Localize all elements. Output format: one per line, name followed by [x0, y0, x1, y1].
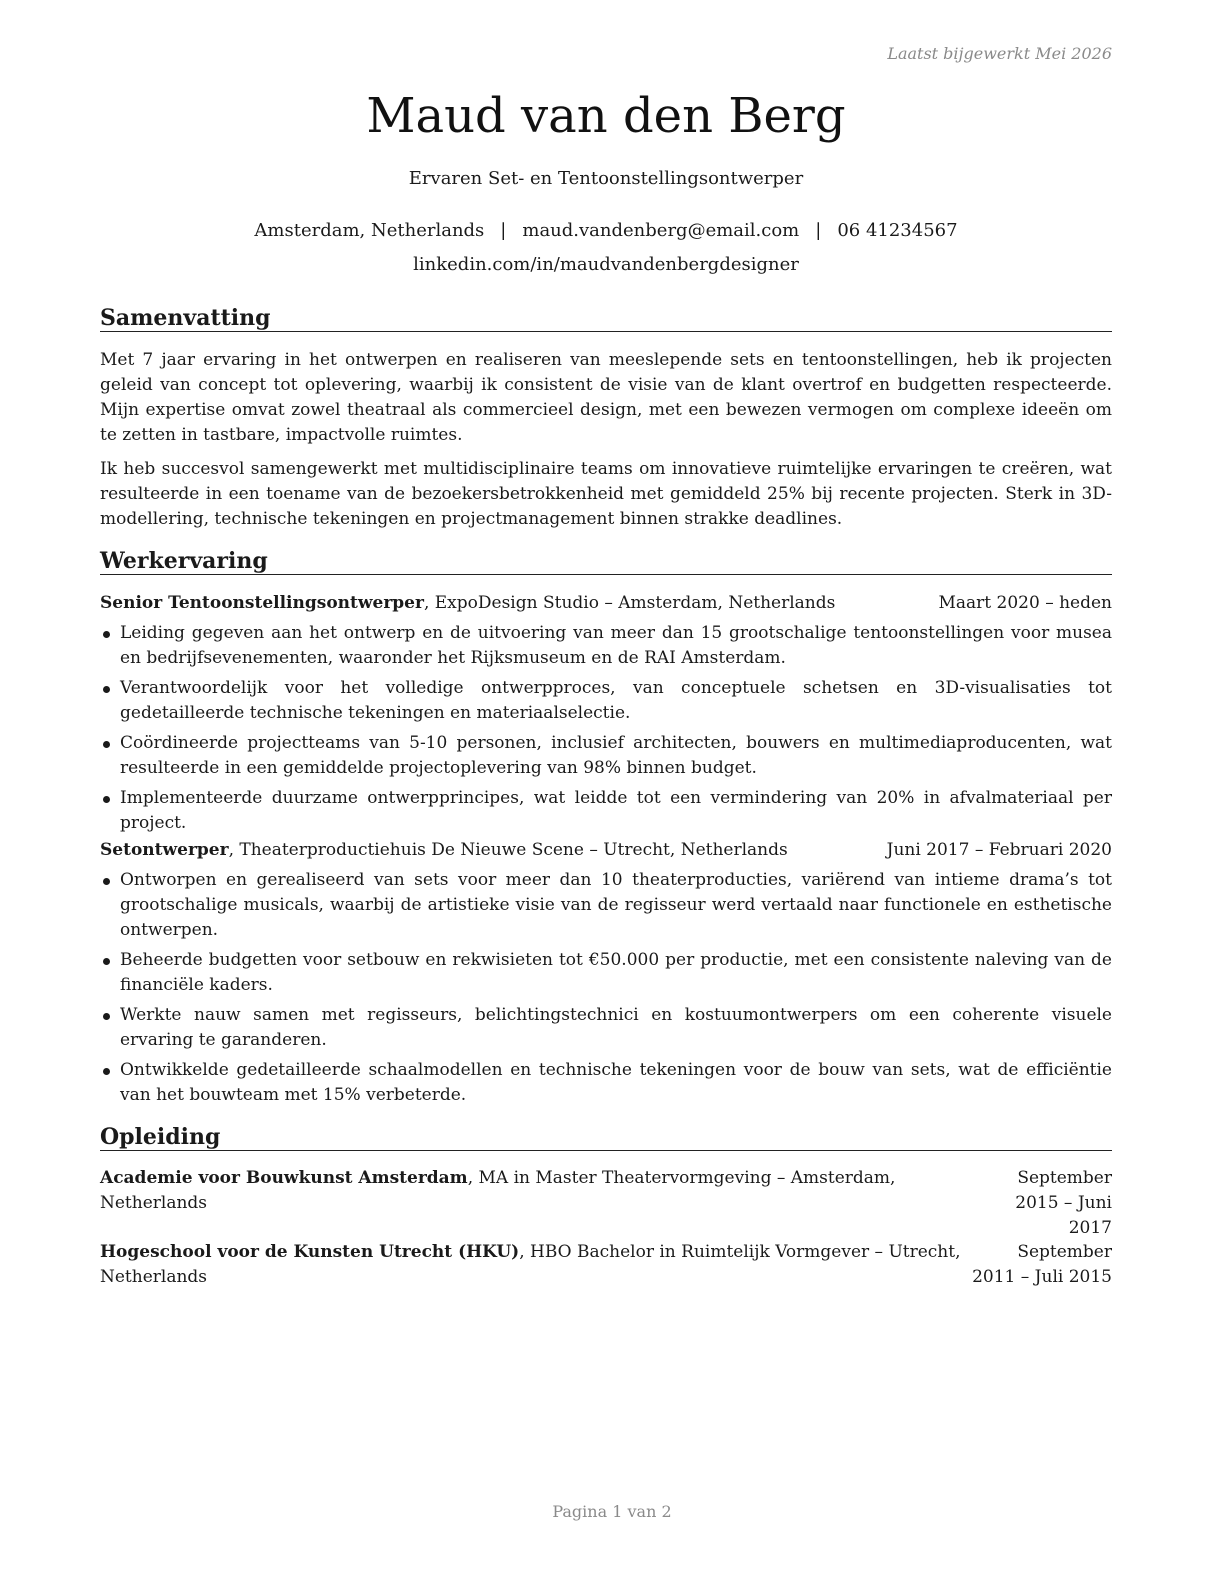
list-item: Ontworpen en gerealiseerd van sets voor meer dan 10 theaterproducties, variërend van intieme drama’s tot grootschalige musicals, waarbij de artistieke visie van de regisseur werd vertaald naar functionele en esthetische ontwerpen. [100, 868, 1112, 943]
summary-paragraph-1: Met 7 jaar ervaring in het ontwerpen en realiseren van meeslepende sets en tentoonstellingen, heb ik projecten geleid van concept tot oplevering, waarbij ik consistent de visie van de klant overtrof en budgetten respecteerde. Mijn expertise omvat zowel theatraal als commercieel design, met een bewezen vermogen om complexe ideeën om te zetten in tastbare, impactvolle ruimtes. [100, 350, 1112, 445]
list-item: Implementeerde duurzame ontwerpprincipes, wat leidde tot een vermindering van 20% in afvalmateriaal per project. [100, 786, 1112, 836]
list-item: Ontwikkelde gedetailleerde schaalmodellen en technische tekeningen voor de bouw van sets, wat de efficiëntie van het bouwteam met 15% verbeterde. [100, 1058, 1112, 1108]
education-school: Academie voor Bouwkunst Amsterdam [100, 1168, 468, 1188]
job-bullets [100, 868, 1112, 1113]
education-detail: , MA in Master Theatervormgeving – Amsterdam, Netherlands [100, 1168, 896, 1213]
education-school-line [100, 1240, 980, 1290]
job-bullets [100, 621, 1112, 841]
summary-paragraph-2: Ik heb succesvol samengewerkt met multidisciplinaire teams om innovatieve ruimtelijke ervaringen te creëren, wat resulteerde in een toename van de bezoekersbetrokkenheid met gemiddeld 25% bij recente projecten. Sterk in 3D-modellering, technische tekeningen en projectmanagement binnen strakke deadlines. [100, 459, 1112, 529]
job-role: Setontwerper [100, 840, 229, 860]
contact-phone: 06 41234567 [837, 220, 958, 241]
education-detail: , HBO Bachelor in Ruimtelijk Vormgever – Utrecht, Netherlands [100, 1242, 961, 1287]
job-company: , ExpoDesign Studio – Amsterdam, Netherlands [423, 593, 836, 613]
contact-location: Amsterdam, Netherlands [254, 220, 485, 241]
section-heading-experience: Werkervaring [100, 548, 1112, 575]
candidate-name: Maud van den Berg [366, 88, 846, 144]
job-dates: Juni 2017 – Februari 2020 [886, 840, 1112, 860]
job-company: , Theaterproductiehuis De Nieuwe Scene – Utrecht, Netherlands [228, 840, 788, 860]
page-number: Pagina 1 van 2 [552, 1502, 672, 1521]
job-header [100, 591, 1112, 616]
linkedin-link[interactable]: linkedin.com/in/maudvandenbergdesigner [413, 254, 799, 275]
contact-separator: | [815, 220, 822, 241]
list-item: Verantwoordelijk voor het volledige ontwerpproces, van conceptuele schetsen en 3D-visualisaties tot gedetailleerde technische tekeningen en materiaalselectie. [100, 676, 1112, 726]
contact-line [100, 219, 1112, 243]
education-school: Hogeschool voor de Kunsten Utrecht (HKU) [100, 1242, 520, 1262]
section-heading-summary: Samenvatting [100, 305, 1112, 332]
job-dates: Maart 2020 – heden [938, 593, 1112, 613]
education-dates: September 2015 – Juni 2017 [1015, 1168, 1112, 1238]
resume-page [100, 0, 1112, 1584]
job-role: Senior Tentoonstellingsontwerper [100, 593, 424, 613]
list-item: Coördineerde projectteams van 5-10 personen, inclusief architecten, bouwers en multimediaproducenten, wat resulteerde in een gemiddelde projectoplevering van 98% binnen budget. [100, 731, 1112, 781]
education-dates: September 2011 – Juli 2015 [972, 1242, 1112, 1287]
list-item: Beheerde budgetten voor setbouw en rekwisieten tot €50.000 per productie, met een consistente naleving van de financiële kaders. [100, 948, 1112, 998]
contact-separator: | [500, 220, 507, 241]
last-updated: Laatst bijgewerkt Mei 2026 [887, 44, 1112, 63]
list-item: Werkte nauw samen met regisseurs, belichtingstechnici en kostuumontwerpers om een coherente visuele ervaring te garanderen. [100, 1003, 1112, 1053]
list-item: Leiding gegeven aan het ontwerp en de uitvoering van meer dan 15 grootschalige tentoonstellingen voor musea en bedrijfsevenementen, waaronder het Rijksmuseum en de RAI Amsterdam. [100, 621, 1112, 671]
contact-email[interactable]: maud.vandenberg@email.com [522, 220, 800, 241]
job-header [100, 838, 1112, 863]
candidate-title: Ervaren Set- en Tentoonstellingsontwerper [408, 168, 804, 189]
education-school-line [100, 1166, 980, 1216]
section-heading-education: Opleiding [100, 1124, 1112, 1151]
